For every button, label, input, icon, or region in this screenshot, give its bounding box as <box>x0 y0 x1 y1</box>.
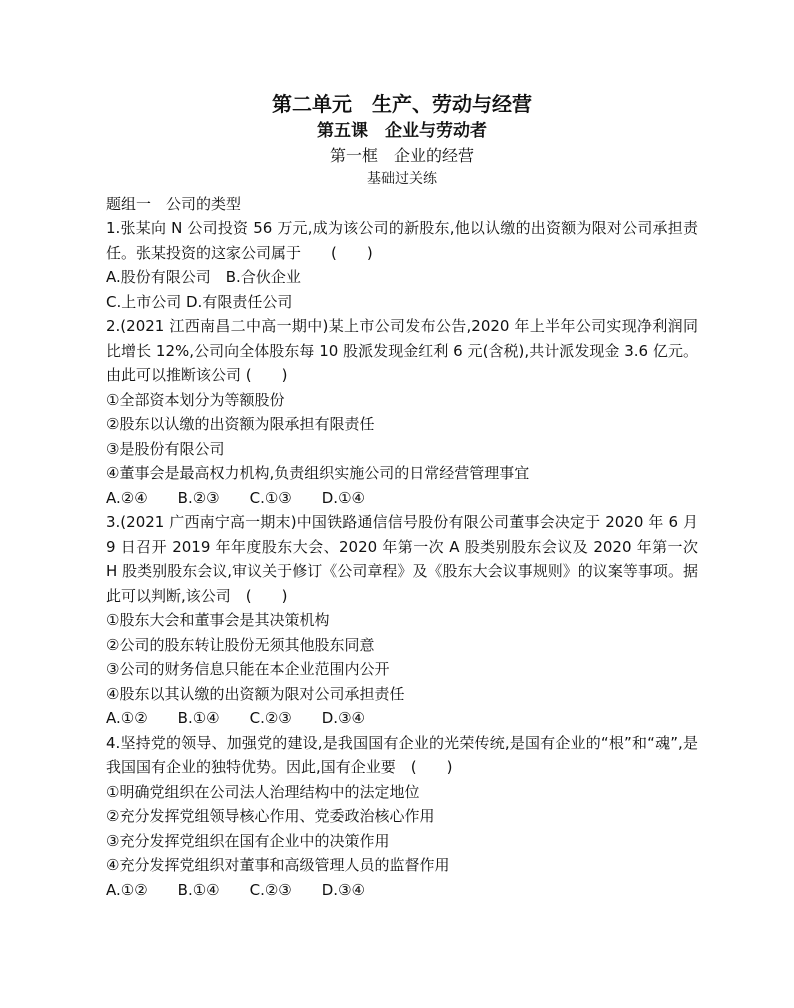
statement-line: ④股东以其认缴的出资额为限对公司承担责任 <box>106 684 405 703</box>
option-line: A.股份有限公司 B.合伙企业 <box>106 268 301 286</box>
statement-line: ①股东大会和董事会是其决策机构 <box>106 611 330 629</box>
lesson-title: 第五课 企业与劳动者 <box>317 121 487 141</box>
statement-line: ③充分发挥党组织在国有企业中的决策作用 <box>106 831 390 850</box>
statement-line: ④董事会是最高权力机构,负责组织实施公司的日常经营管理事宜 <box>106 464 530 482</box>
question-stem: 2.(2021 江西南昌二中高一期中)某上市公司发布公告,2020 年上半年公司实现净利润同比增长 12%,公司向全体股东每 10 股派发现金红利 6 元(含税),共计派发现金 3.6 亿元。由此可以推断该公司 ( ) <box>106 317 698 384</box>
question-2 <box>106 314 698 510</box>
statement-line: ③公司的财务信息只能在本企业范围内公开 <box>106 660 390 678</box>
option-line: A.①② B.①④ C.②③ D.③④ <box>106 880 365 899</box>
question-stem: 1.张某向 N 公司投资 56 万元,成为该公司的新股东,他以认缴的出资额为限对公司承担责任。张某投资的这家公司属于 ( ) <box>106 219 698 262</box>
statement-line: ②充分发挥党组领导核心作用、党委政治核心作用 <box>106 807 435 825</box>
option-line: A.①② B.①④ C.②③ D.③④ <box>106 709 365 727</box>
statement-line: ①全部资本划分为等额股份 <box>106 390 285 409</box>
option-line: A.②④ B.②③ C.①③ D.①④ <box>106 488 365 507</box>
frame-title: 第一框 企业的经营 <box>329 146 474 165</box>
question-4 <box>106 731 698 903</box>
statement-line: ②公司的股东转让股份无须其他股东同意 <box>106 635 375 654</box>
question-3 <box>106 510 698 731</box>
statement-line: ①明确党组织在公司法人治理结构中的法定地位 <box>106 782 420 801</box>
statement-line: ④充分发挥党组织对董事和高级管理人员的监督作用 <box>106 856 450 874</box>
statement-line: ③是股份有限公司 <box>106 439 225 458</box>
question-1 <box>106 216 698 314</box>
statement-line: ②股东以认缴的出资额为限承担有限责任 <box>106 415 375 433</box>
section-title: 基础过关练 <box>367 171 437 187</box>
unit-title: 第二单元 生产、劳动与经营 <box>272 92 532 116</box>
question-stem: 4.坚持党的领导、加强党的建设,是我国国有企业的光荣传统,是国有企业的“根”和“魂”,是我国国有企业的独特优势。因此,国有企业要 ( ) <box>106 733 698 776</box>
question-stem: 3.(2021 广西南宁高一期末)中国铁路通信信号股份有限公司董事会决定于 2020 年 6 月 9 日召开 2019 年年度股东大会、2020 年第一次 A 股类别股东会议及 2020 年第一次 H 股类别股东会议,审议关于修订《公司章程》及《股东大会议事规则》的议案等事项。据此可以判断,该公司 ( ) <box>106 513 698 605</box>
group-title: 题组一 公司的类型 <box>106 195 242 213</box>
option-line: C.上市公司 D.有限责任公司 <box>106 292 293 311</box>
